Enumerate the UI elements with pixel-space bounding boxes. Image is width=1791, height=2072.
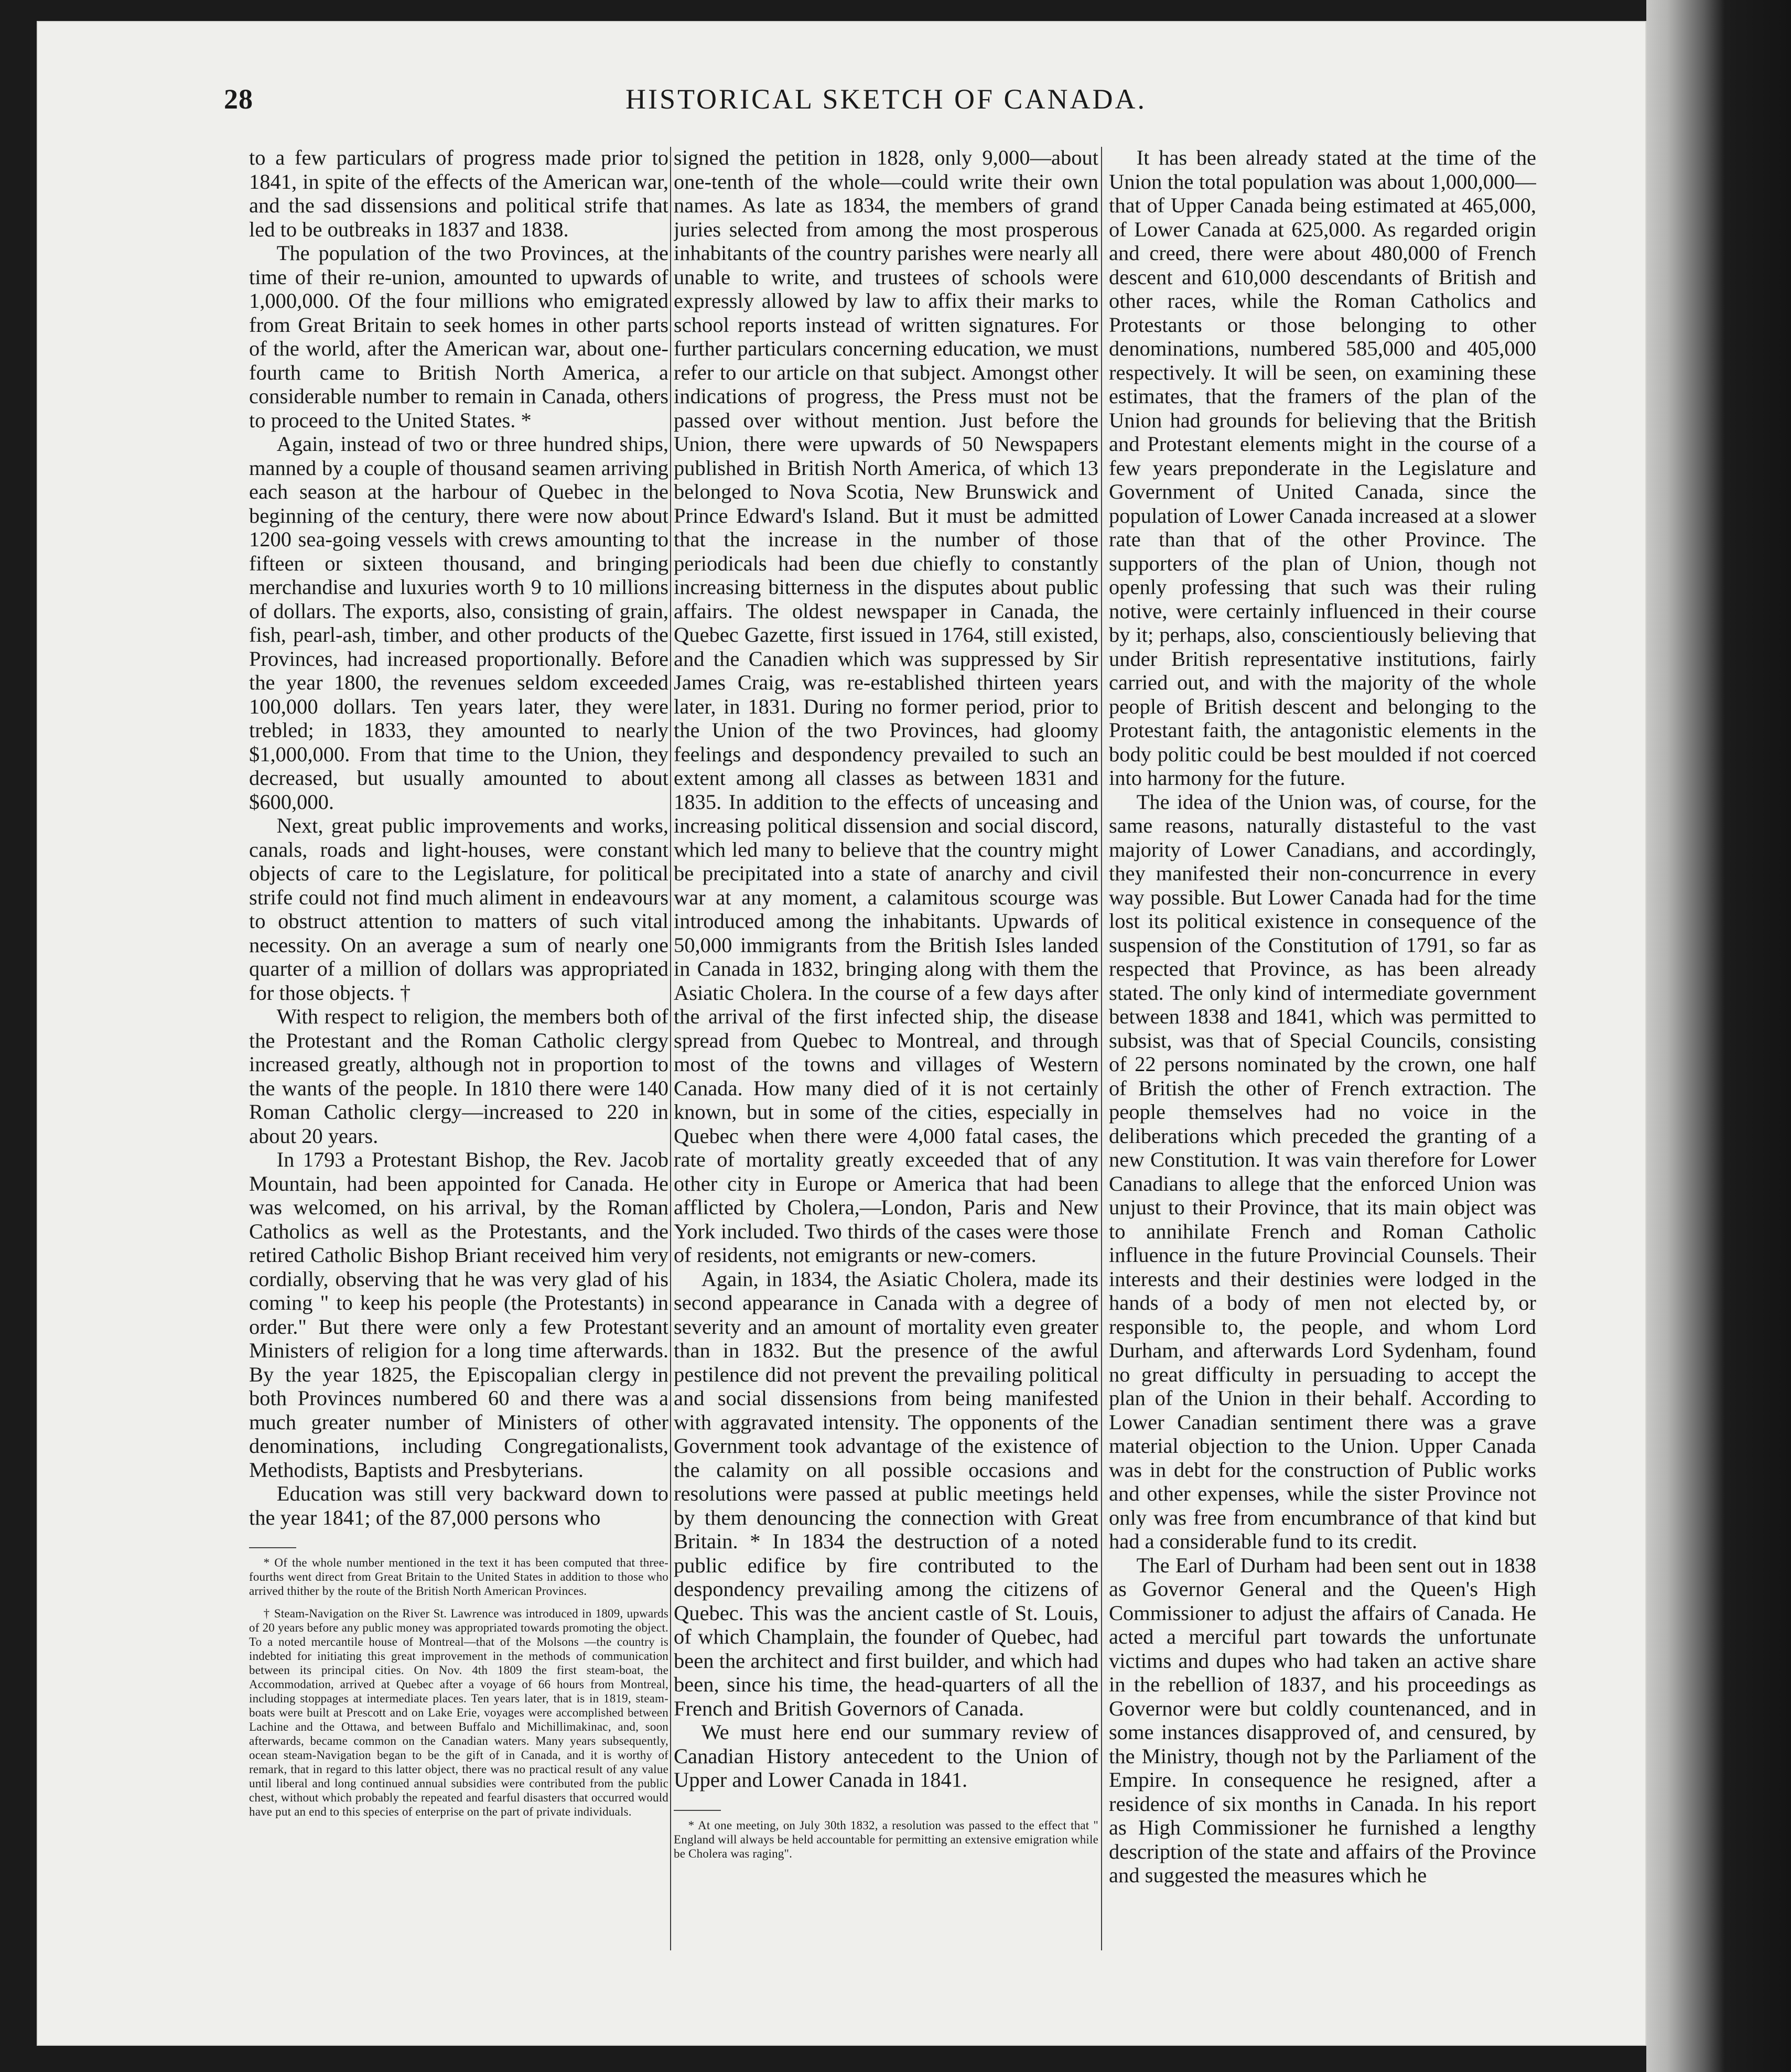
body-paragraph: In 1793 a Protestant Bishop, the Rev. Jacob Mountain, had been appointed for Canada. He was welcomed, on his arrival, by the Roman Catholics as well as the Protestants, and the retired Catholic Bishop Briant received him very cordially, observing that he was very glad of his coming " to keep his people (the Protestants) in order." But there were only a few Protestant Ministers of religion for a long time afterwards. By the year 1825, the Episcopalian clergy in both Provinces numbered 60 and there was a much greater number of Ministers of other denominations, including Congregationalists, Methodists, Baptists and Presbyterians. — [249, 1148, 668, 1482]
body-paragraph: The idea of the Union was, of course, for the same reasons, naturally distasteful to the vast majority of Lower Canadians, and accordingly, they manifested their non-concurrence in every way possible. But Lower Canada had for the time lost its political existence in consequence of the suspension of the Constitution of 1791, so far as respected that Province, as has been already stated. The only kind of intermediate government between 1838 and 1841, which was permitted to subsist, was that of Special Councils, consisting of 22 persons nominated by the crown, one half of British the other of French extraction. The people themselves had no voice in the deliberations which preceded the granting of a new Constitution. It was vain therefore for Lower Canadians to allege that the enforced Union was unjust to their Province, that its main object was to annihilate French and Roman Catholic influence in the future Provincial Counsels. Their interests and their destinies were lodged in the hands of a body of men not elected by, or responsible to, the people, and whom Lord Durham, and afterwards Lord Sydenham, found no great difficulty in persuading to accept the plan of the Union in their behalf. According to Lower Canadian sentiment there was a grave material objection to the Union. Upper Canada was in debt for the construction of Public works and other expenses, while the sister Province not only was free from encumbrance of that kind but had a considerable fund to its credit. — [1109, 790, 1536, 1553]
page-number: 28 — [224, 83, 253, 115]
footnote: † Steam-Navigation on the River St. Lawrence was introduced in 1809, upwards of 20 years before any public money was appropriated towards promoting the object. To a noted mercantile house of Montreal—that of the Molsons —the country is indebted for initiating this great improvement in the methods of communication between its principal cities. On Nov. 4th 1809 the first steam-boat, the Accommodation, arrived at Quebec after a voyage of 66 hours from Montreal, including stoppages at intermediate places. Ten years later, that is in 1819, steam-boats were built at Prescott and on Lake Erie, voyages were accomplished between Lachine and the Ottawa, and between Buffalo and Michillimakinac, and, soon afterwards, became common on the Canadian waters. Many years subsequently, ocean steam-Navigation began to be the gift of in Canada, and it is worthy of remark, that in regard to this latter object, there was no practical result of any value until liberal and long continued annual subsidies were contributed from the public chest, without which probably the repeated and fearful disasters that occurred would have put an end to this species of enterprise on the part of private individuals. — [249, 1607, 668, 1818]
middle-text-column — [674, 146, 1098, 1949]
footnote: * Of the whole number mentioned in the text it has been computed that three-fourths went direct from Great Britain to the United States in addition to those who arrived thither by the route of the British North American Provinces. — [249, 1556, 668, 1598]
body-paragraph: signed the petition in 1828, only 9,000—about one-tenth of the whole—could write their own names. As late as 1834, the members of grand juries selected from among the most prosperous inhabitants of the country parishes were nearly all unable to write, and trustees of schools were expressly allowed by law to affix their marks to school reports instead of written signatures. For further particulars concerning education, we must refer to our article on that subject. Amongst other indications of progress, the Press must not be passed over without mention. Just before the Union, there were upwards of 50 Newspapers published in British North America, of which 13 belonged to Nova Scotia, New Brunswick and Prince Edward's Island. But it must be admitted that the increase in the number of those periodicals had been due chiefly to constantly increasing bitterness in the disputes about public affairs. The oldest newspaper in Canada, the Quebec Gazette, first issued in 1764, still existed, and the Canadien which was suppressed by Sir James Craig, was re-established thirteen years later, in 1831. During no former period, prior to the Union of the two Provinces, had gloomy feelings and despondency prevailed to such an extent among all classes as between 1831 and 1835. In addition to the effects of unceasing and increasing political dissension and social discord, which led many to believe that the country might be precipitated into a state of anarchy and civil war at any moment, a calamitous scourge was introduced among the inhabitants. Upwards of 50,000 immigrants from the British Isles landed in Canada in 1832, bringing along with them the Asiatic Cholera. In the course of a few days after the arrival of the first infected ship, the disease spread from Quebec to Montreal, and through most of the towns and villages of Western Canada. How many died of it is not certainly known, but in some of the cities, especially in Quebec when there were 4,000 fatal cases, the rate of mortality greatly exceeded that of any other city in Europe or America that had been afflicted by Cholera,—London, Paris and New York included. Two thirds of the cases were those of residents, not emigrants or new-comers. — [674, 146, 1098, 1267]
body-paragraph: Again, instead of two or three hundred ships, manned by a couple of thousand seamen arriving each season at the harbour of Quebec in the beginning of the century, there were now about 1200 sea-going vessels with crews amounting to fifteen or sixteen thousand, and bringing merchandise and luxuries worth 9 to 10 millions of dollars. The exports, also, consisting of grain, fish, pearl-ash, timber, and other products of the Provinces, had increased proportionally. Before the year 1800, the revenues seldom exceeded 100,000 dollars. Ten years later, they were trebled; in 1833, they amounted to nearly $1,000,000. From that time to the Union, they decreased, but usually amounted to about $600,000. — [249, 432, 668, 814]
right-text-column — [1109, 146, 1536, 1949]
scan-dark-edge — [1646, 0, 1791, 2072]
column-divider-rule — [1101, 147, 1102, 1950]
running-title: HISTORICAL SKETCH OF CANADA. — [625, 83, 1147, 115]
body-paragraph: The Earl of Durham had been sent out in 1838 as Governor General and the Queen's High Commissioner to adjust the affairs of Canada. He acted a merciful part towards the unfortunate victims and dupes who had taken an active share in the rebellion of 1837, and his proceedings as Governor were but coldly countenanced, and in some instances disapproved of, and censured, by the Ministry, though not by the Parliament of the Empire. In consequence he resigned, after a residence of six months in Canada. In his report as High Commissioner he furnished a lengthy description of the state and affairs of the Province and suggested the measures which he — [1109, 1553, 1536, 1887]
body-paragraph: Education was still very backward down to the year 1841; of the 87,000 persons who — [249, 1482, 668, 1529]
body-paragraph: The population of the two Provinces, at the time of their re-union, amounted to upwards of 1,000,000. Of the four millions who emigrated from Great Britain to seek homes in other parts of the world, after the American war, about one-fourth came to British North America, a considerable number to remain in Canada, others to proceed to the United States. * — [249, 241, 668, 432]
column-divider-rule — [670, 147, 671, 1950]
footnote: * At one meeting, on July 30th 1832, a resolution was passed to the effect that " England will always be held accountable for permitting an extensive emigration while be Cholera was raging". — [674, 1818, 1098, 1860]
document-page — [37, 21, 1646, 2046]
left-text-column — [249, 146, 668, 1949]
body-paragraph: It has been already stated at the time of the Union the total population was about 1,000,000—that of Upper Canada being estimated at 465,000, of Lower Canada at 625,000. As regarded origin and creed, there were about 480,000 of French descent and 610,000 descendants of British and other races, while the Roman Catholics and Protestants or those belonging to other denominations, numbered 585,000 and 405,000 respectively. It will be seen, on examining these estimates, that the framers of the plan of the Union had grounds for believing that the British and Protestant elements might in the course of a few years preponderate in the Legislature and Government of United Canada, since the population of Lower Canada increased at a slower rate than that of the other Province. The supporters of the plan of Union, though not openly professing that such was their ruling notive, were certainly influenced in their course by it; perhaps, also, conscientiously believing that under British representative institutions, fairly carried out, and with the majority of the whole people of British descent and belonging to the Protestant faith, the antagonistic elements in the body politic could be best moulded if not coerced into harmony for the future. — [1109, 146, 1536, 790]
body-paragraph: Next, great public improvements and works, canals, roads and light-houses, were constant objects of care to the Legislature, for political strife could not find much aliment in endeavours to obstruct attention to matters of such vital necessity. On an average a sum of nearly one quarter of a million of dollars was appropriated for those objects. † — [249, 814, 668, 1005]
body-paragraph: With respect to religion, the members both of the Protestant and the Roman Catholic clergy increased greatly, although not in proportion to the wants of the people. In 1810 there were 140 Roman Catholic clergy—increased to 220 in about 20 years. — [249, 1005, 668, 1148]
body-paragraph: We must here end our summary review of Canadian History antecedent to the Union of Upper and Lower Canada in 1841. — [674, 1720, 1098, 1792]
body-paragraph: Again, in 1834, the Asiatic Cholera, made its second appearance in Canada with a degree of severity and an amount of mortality even greater than in 1832. But the presence of the awful pestilence did not prevent the prevailing political and social dissensions from being manifested with aggravated intensity. The opponents of the Government took advantage of the existence of the calamity on all possible occasions and resolutions were passed at public meetings held by them denouncing the connection with Great Britain. * In 1834 the destruction of a noted public edifice by fire contributed to the despondency prevailing among the citizens of Quebec. This was the ancient castle of St. Louis, of which Champlain, the founder of Quebec, had been the architect and first builder, and which had been, since his time, the head-quarters of all the French and British Governors of Canada. — [674, 1267, 1098, 1720]
footnote-rule — [674, 1810, 721, 1811]
body-paragraph: to a few particulars of progress made prior to 1841, in spite of the effects of the American war, and the sad dissensions and political strife that led to be outbreaks in 1837 and 1838. — [249, 146, 668, 241]
footnote-rule — [249, 1547, 296, 1548]
